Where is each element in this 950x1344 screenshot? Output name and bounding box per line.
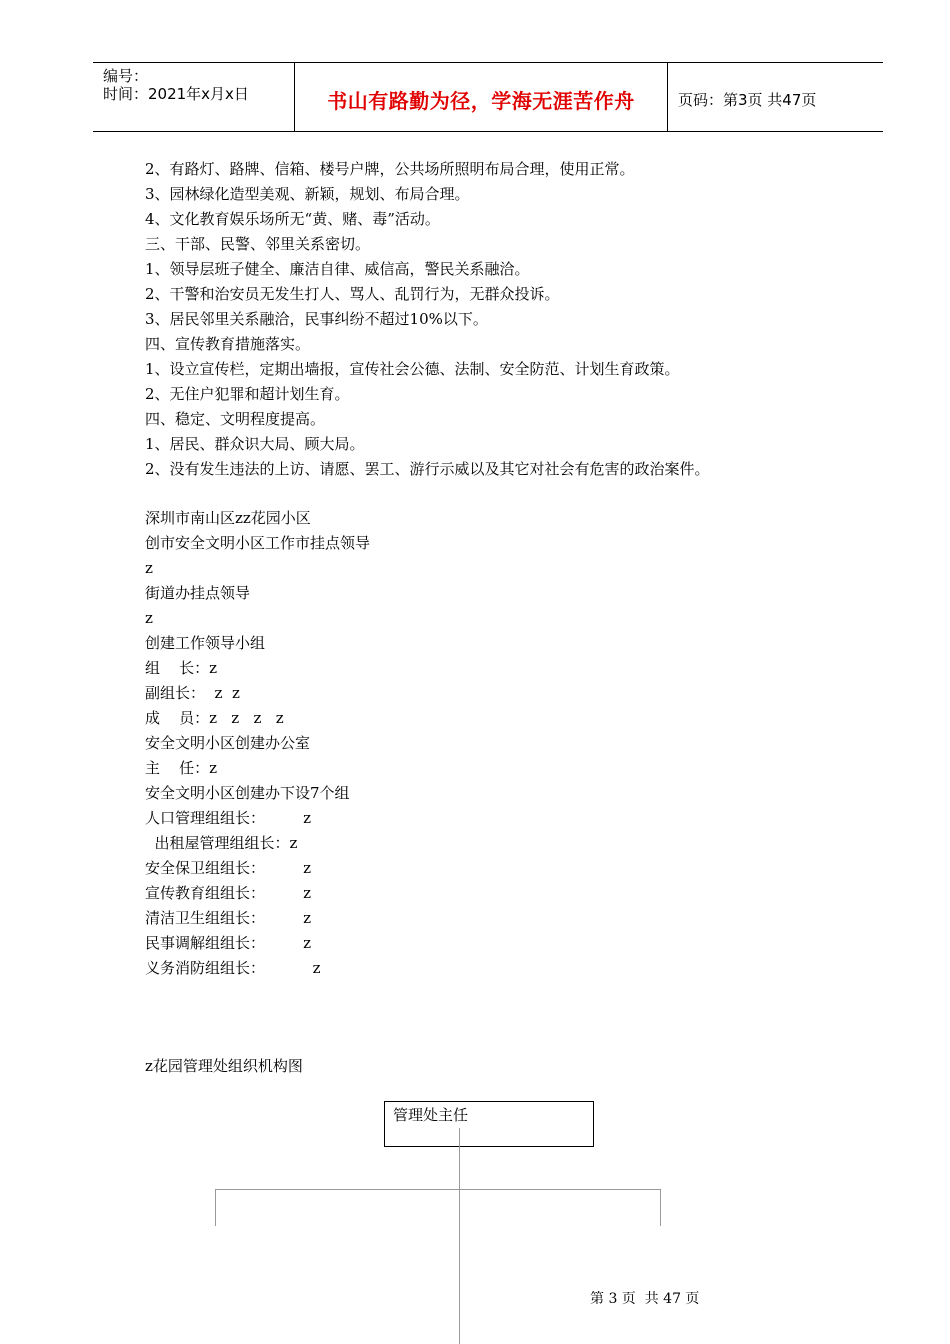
content-line: 1、领导层班子健全、廉洁自律、威信高，警民关系融洽。: [145, 260, 530, 278]
org-connector-left: [215, 1189, 216, 1226]
org-line: 街道办挂点领导: [145, 584, 251, 602]
section-heading: 四、宣传教育措施落实。: [145, 335, 311, 353]
org-line: 宣传教育组组长： z: [145, 884, 312, 902]
org-line: 清洁卫生组组长： z: [145, 909, 312, 927]
header-page-code: 页码：第3页 共47页: [678, 91, 817, 109]
header-page-cell: [668, 63, 883, 131]
content-line: 2、没有发生违法的上访、请愿、罢工、游行示威以及其它对社会有危害的政治案件。: [145, 460, 710, 478]
header-motto-cell: [295, 63, 668, 131]
org-connector-horizontal: [215, 1189, 661, 1190]
header-motto: 书山有路勤为径，学海无涯苦作舟: [327, 89, 635, 113]
org-node-director: [384, 1101, 594, 1147]
org-line: 出租屋管理组组长：z: [145, 834, 298, 852]
org-line: z: [145, 609, 153, 627]
document-number-label: 编号：: [103, 67, 149, 85]
content-line: 1、设立宣传栏，定期出墙报，宣传社会公德、法制、安全防范、计划生育政策。: [145, 360, 680, 378]
content-line: 4、文化教育娱乐场所无“黄、赌、毒”活动。: [145, 210, 440, 228]
org-chart-title: z花园管理处组织机构图: [145, 1057, 303, 1075]
org-line: 成 员：z z z z: [145, 709, 284, 727]
org-title: 深圳市南山区zz花园小区: [145, 509, 311, 527]
org-line: 民事调解组组长： z: [145, 934, 312, 952]
org-line: 主 任：z: [145, 759, 217, 777]
content-line: 3、居民邻里关系融洽，民事纠纷不超过10%以下。: [145, 310, 488, 328]
content-line: 1、居民、群众识大局、顾大局。: [145, 435, 365, 453]
org-line: 安全保卫组组长： z: [145, 859, 312, 877]
org-line: 创建工作领导小组: [145, 634, 266, 652]
content-line: 2、有路灯、路牌、信箱、楼号户牌，公共场所照明布局合理，使用正常。: [145, 160, 635, 178]
header-meta-cell: [93, 63, 295, 131]
page-header: [93, 62, 883, 132]
org-line: 创市安全文明小区工作市挂点领导: [145, 534, 371, 552]
section-heading: 四、稳定、文明程度提高。: [145, 410, 326, 428]
content-line: 2、干警和治安员无发生打人、骂人、乱罚行为，无群众投诉。: [145, 285, 560, 303]
section-heading: 三、干部、民警、邻里关系密切。: [145, 235, 371, 253]
org-line: 副组长： z z: [145, 684, 240, 702]
org-node-label: 管理处主任: [393, 1106, 469, 1124]
org-line: 组 长：z: [145, 659, 217, 677]
page-footer: 第 3 页 共 47 页: [590, 1291, 700, 1307]
org-line: 人口管理组组长： z: [145, 809, 312, 827]
org-line: 安全文明小区创建办下设7个组: [145, 784, 350, 802]
org-connector-vertical: [459, 1128, 460, 1344]
content-line: 3、园林绿化造型美观、新颖，规划、布局合理。: [145, 185, 470, 203]
org-line: z: [145, 559, 153, 577]
org-connector-right: [660, 1189, 661, 1226]
document-time-label: 时间：2021年x月x日: [103, 85, 249, 103]
org-line: 义务消防组组长： z: [145, 959, 321, 977]
org-line: 安全文明小区创建办公室: [145, 734, 311, 752]
content-line: 2、无住户犯罪和超计划生育。: [145, 385, 350, 403]
